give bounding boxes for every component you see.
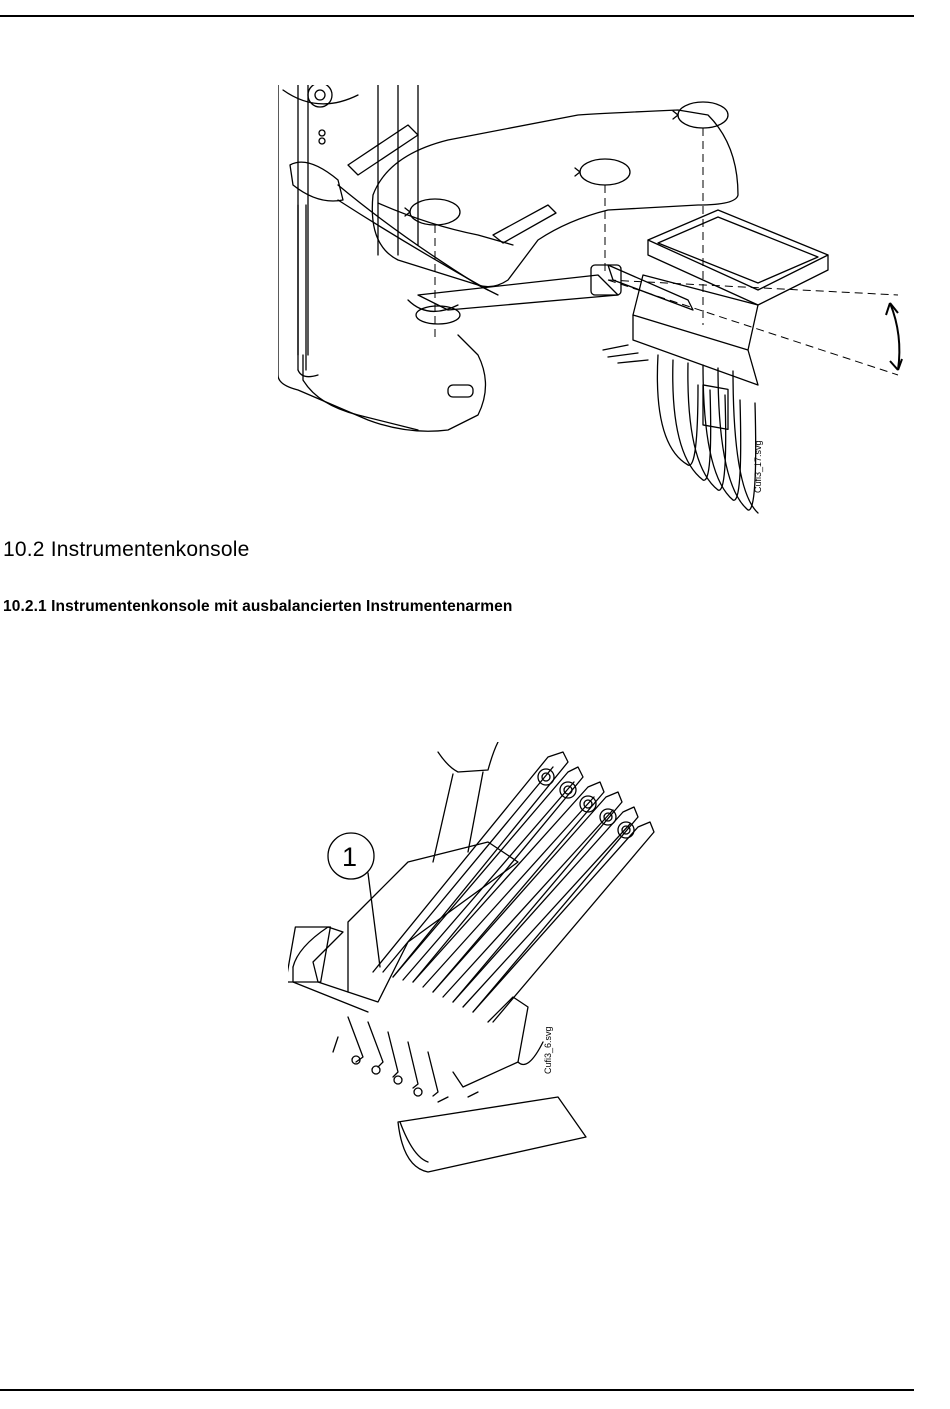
- section-heading: 10.2 Instrumentenkonsole: [3, 538, 250, 561]
- footer-rule: [0, 1389, 914, 1391]
- instrument-console-figure: [288, 742, 660, 1180]
- dental-unit-rotation-figure: [278, 85, 918, 515]
- figure-reference: Cufi3_17.svg: [753, 440, 763, 493]
- subsection-heading: 10.2.1 Instrumentenkonsole mit ausbalancierten Instrumentenarmen: [3, 598, 513, 615]
- foot-pedal: [448, 385, 473, 397]
- callout-number-1: 1: [342, 842, 358, 872]
- figure-reference: Cufi3_6.svg: [543, 1026, 553, 1074]
- header-rule: [0, 15, 914, 17]
- instrument-arms: [373, 752, 654, 1022]
- console-display: [288, 927, 330, 982]
